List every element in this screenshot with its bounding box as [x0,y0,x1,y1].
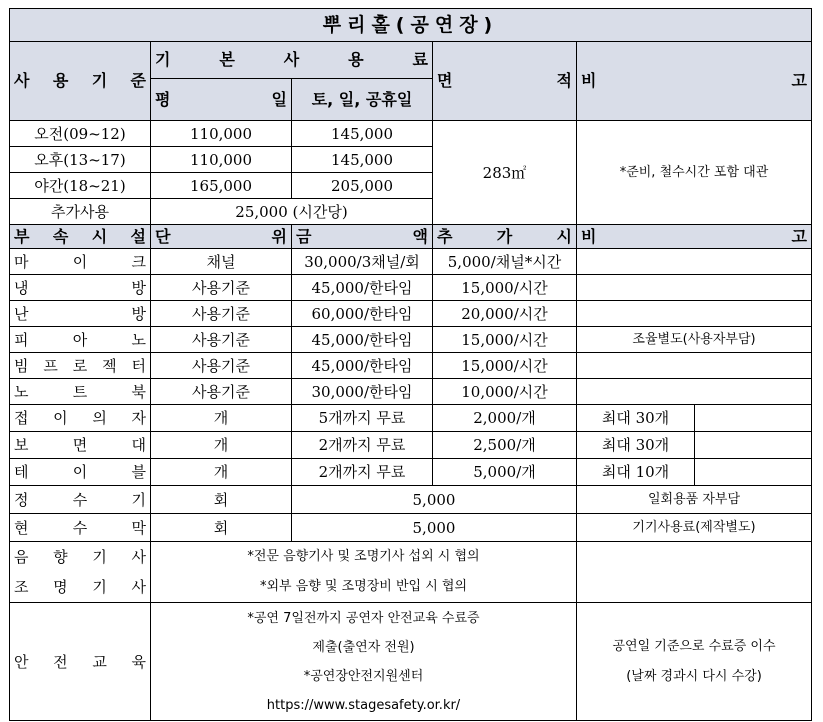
item-max: 최대 30개 [577,432,695,459]
item-extra: 2,000/개 [433,405,577,432]
area-value: 283㎡ [433,121,577,225]
spaced-char: 평 [155,89,171,109]
item-extra: 5,000/개 [433,459,577,486]
fee-row-label: 오후(13~17) [10,147,151,173]
spaced-char: 시 [556,226,572,246]
facility-remark [577,353,812,379]
facility-extra: 15,000/시간 [433,327,577,353]
extra-use-label: 추가사용 [10,199,151,225]
item-name [10,432,151,459]
spaced-char: 명 [53,578,68,596]
safety-line: *공연장안전지원센터 [303,668,424,684]
spaced-char: 냉 [14,278,29,297]
spaced-char: 위 [271,226,287,246]
facility-unit: 사용기준 [151,379,292,405]
technician-note-external: *외부 음향 및 조명장비 반입 시 협의 [259,579,468,594]
spaced-char: 면 [437,71,453,91]
facility-extra: 10,000/시간 [433,379,577,405]
spaced-char: 속 [52,226,69,246]
safety-link[interactable]: https://www.stagesafety.or.kr/ [266,697,461,713]
facility-price: 45,000/한타임 [292,353,433,379]
spaced-char: 노 [14,382,29,401]
weekend-header: 토, 일, 공휴일 [292,79,433,121]
spaced-char: 료 [412,50,428,70]
spaced-char: 젝 [102,356,117,375]
technician-label [10,542,151,603]
spaced-char: 조 [14,578,29,596]
facility-name [10,275,151,301]
safety-note-line: 공연일 기준으로 수료증 이수 [612,638,776,654]
spaced-char: 현 [14,518,29,537]
page-title: 뿌리홀(공연장) [10,9,812,42]
usage-standard-header [10,42,151,121]
spaced-char: 비 [581,226,597,246]
fee-row-label: 오전(09~12) [10,121,151,147]
facility-name [10,353,151,379]
spaced-char: 피 [14,330,29,349]
spaced-char: 액 [412,226,428,246]
facility-unit: 사용기준 [151,301,292,327]
spaced-char: 노 [131,330,146,349]
spaced-char: 향 [53,548,68,566]
item-unit: 개 [151,432,292,459]
safety-line: 제출(출연자 전원) [312,639,415,655]
item-unit: 개 [151,405,292,432]
spaced-char: 방 [131,278,146,297]
item-price: 5,000 [292,514,577,542]
spaced-char: 기 [92,578,107,596]
spaced-char: 설 [130,226,146,246]
spaced-char: 본 [219,50,235,70]
facility-price: 60,000/한타임 [292,301,433,327]
safety-note-line: (날짜 경과시 다시 수강) [626,668,762,684]
safety-note [577,603,812,721]
spaced-char: 기 [91,71,108,91]
facility-unit: 사용기준 [151,353,292,379]
safety-line: *공연 7일전까지 공연자 안전교육 수료증 [247,610,480,626]
facility-name [10,379,151,405]
spaced-char: 로 [72,356,88,375]
spaced-char: 가 [496,226,513,246]
spaced-char: 북 [131,382,146,401]
item-unit: 회 [151,514,292,542]
spaced-char: 방 [131,304,146,323]
fee-weekend: 145,000 [292,121,433,147]
weekday-header [151,79,292,121]
price-header [292,225,433,249]
spaced-char: 준 [130,71,146,91]
item-name [10,486,151,514]
spaced-char: 기 [155,50,171,70]
spaced-char: 육 [131,652,146,671]
spaced-char: 안 [14,652,29,671]
spaced-char: 수 [72,518,88,537]
basic-fee-header [151,42,433,79]
spaced-char: 보 [14,436,29,454]
spaced-char: 크 [131,252,146,271]
item-max: 최대 10개 [577,459,695,486]
safety-details [151,603,577,721]
piano-note: 조율별도(사용자부담) [577,327,812,353]
item-name [10,459,151,486]
area-header [433,42,577,121]
fee-weekend: 205,000 [292,173,433,199]
spaced-char: 프 [43,356,58,375]
spaced-char: 금 [296,226,312,246]
facility-remark [577,301,812,327]
remark-header [577,42,812,121]
spaced-char: 사 [14,71,30,91]
item-price: 2개까지 무료 [292,459,433,486]
extra-use-value: 25,000 (시간당) [151,199,433,225]
spaced-char: 정 [14,490,29,509]
technician-note-sound: *전문 음향기사 및 조명기사 섭외 시 협의 [247,549,480,564]
spaced-char: 용 [52,71,69,91]
facility-price: 30,000/3채널/회 [292,249,433,275]
rental-fee-table [9,8,812,721]
facility-price: 45,000/한타임 [292,327,433,353]
spaced-char: 적 [556,71,572,91]
spaced-char: 단 [155,226,171,246]
spaced-char: 시 [91,226,108,246]
spaced-char: 사 [131,578,146,596]
facility-price: 30,000/한타임 [292,379,433,405]
technician-remark [577,542,812,603]
spaced-char: 기 [131,490,146,509]
fee-note: *준비, 철수시간 포함 대관 [577,121,812,225]
spaced-char: 면 [72,436,88,454]
facility-name [10,249,151,275]
additional-header [433,225,577,249]
facility-unit: 채널 [151,249,292,275]
facility-remark [577,379,812,405]
spaced-char: 의 [92,409,107,427]
item-extra: 2,500/개 [433,432,577,459]
facility-unit: 사용기준 [151,327,292,353]
spaced-char: 이 [72,252,88,271]
item-unit: 개 [151,459,292,486]
spaced-char: 사 [131,548,146,566]
spaced-char: 마 [14,252,29,271]
fee-weekend: 145,000 [292,147,433,173]
technician-notes [151,542,577,603]
spaced-char: 수 [72,490,88,509]
spaced-char: 빔 [14,356,29,375]
spaced-char: 이 [53,409,68,427]
facility-unit: 사용기준 [151,275,292,301]
item-max: 최대 30개 [577,405,695,432]
facility-name [10,301,151,327]
spaced-char: 대 [131,436,146,454]
spaced-char: 부 [14,226,30,246]
spaced-char: 일 [271,89,287,109]
item-note: 기기사용료(제작별도) [577,514,812,542]
facility-extra: 15,000/시간 [433,353,577,379]
spaced-char: 교 [92,652,107,671]
spaced-char: 추 [437,226,453,246]
spaced-char: 난 [14,304,29,323]
item-price: 5개까지 무료 [292,405,433,432]
facility-remark-header [577,225,812,249]
item-price: 5,000 [292,486,577,514]
item-name [10,514,151,542]
spaced-char: 기 [92,548,107,566]
facility-remark [577,249,812,275]
unit-header [151,225,292,249]
spaced-char: 자 [131,409,146,427]
spaced-char: 비 [581,71,597,91]
facility-extra: 5,000/채널*시간 [433,249,577,275]
safety-label [10,603,151,721]
fee-row-label: 야간(18~21) [10,173,151,199]
fee-weekday: 110,000 [151,147,292,173]
spaced-char: 전 [53,652,68,671]
spaced-char: 터 [131,356,146,375]
item-unit: 회 [151,486,292,514]
spaced-char: 음 [14,548,29,566]
spaced-char: 사 [283,50,300,70]
facility-extra: 15,000/시간 [433,275,577,301]
item-price: 2개까지 무료 [292,432,433,459]
spaced-char: 막 [131,518,146,537]
fee-weekday: 110,000 [151,121,292,147]
spaced-char: 트 [72,382,88,401]
facility-header [10,225,151,249]
spaced-char: 아 [72,330,88,349]
spaced-char: 용 [348,50,364,70]
item-blank [695,432,812,459]
spaced-char: 고 [791,226,807,246]
facility-extra: 20,000/시간 [433,301,577,327]
facility-remark [577,275,812,301]
facility-name [10,327,151,353]
fee-weekday: 165,000 [151,173,292,199]
item-blank [695,405,812,432]
spaced-char: 접 [14,409,29,427]
item-name [10,405,151,432]
spaced-char: 블 [131,463,146,481]
spaced-char: 이 [72,463,88,481]
spaced-char: 테 [14,463,29,481]
facility-price: 45,000/한타임 [292,275,433,301]
item-note: 일회용품 자부담 [577,486,812,514]
item-blank [695,459,812,486]
spaced-char: 고 [791,71,807,91]
